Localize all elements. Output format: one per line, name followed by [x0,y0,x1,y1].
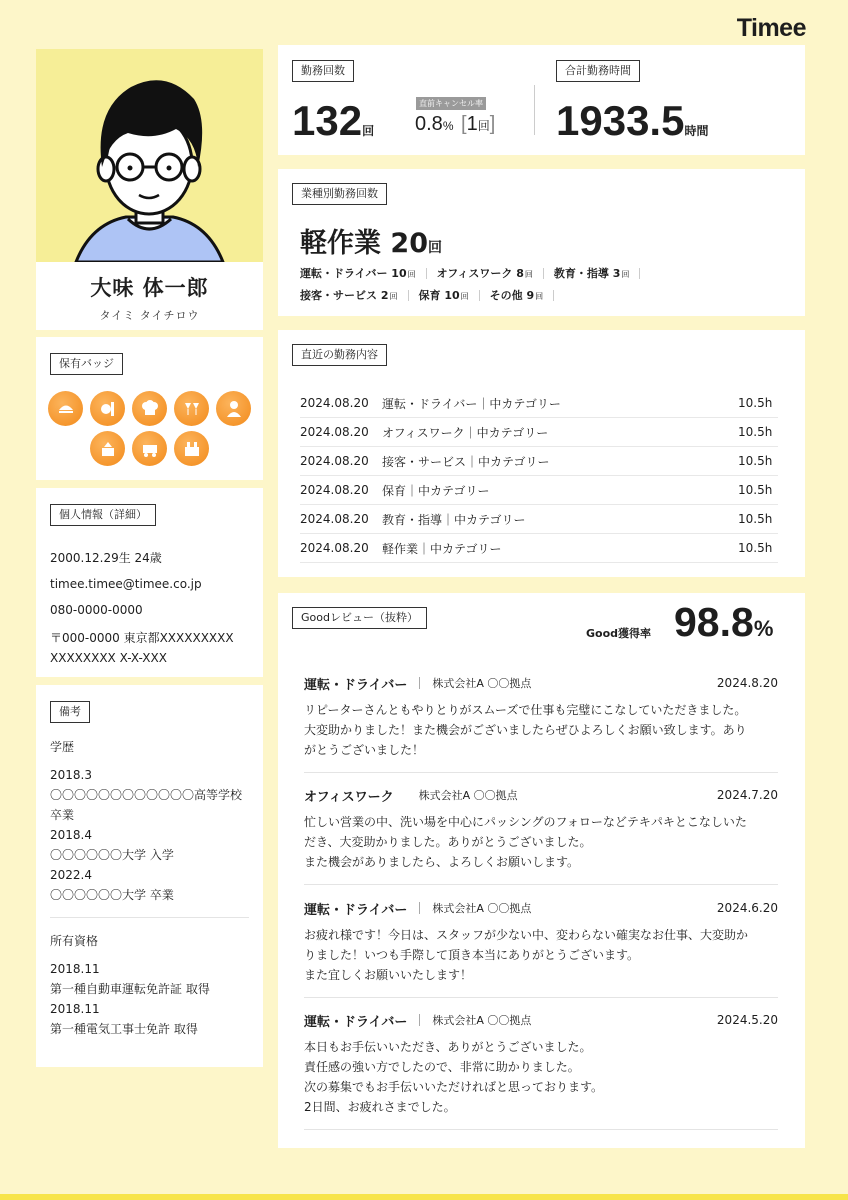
work-date: 2024.08.20 [300,512,369,526]
cancel-rate-unit: % [442,119,454,133]
work-count-title: 勤務回数 [292,60,354,82]
review-text-line: 次の募集でもお手伝いいただければと思っております。 [304,1080,604,1094]
education-line: 卒業 [50,808,75,822]
education-line: 〇〇〇〇〇〇大学 入学 [50,848,174,862]
work-count-value: 132 [292,97,363,144]
review-text-line: りました！いつも手際して頂き本当にありがとうございます。 [304,948,640,962]
good-rate-unit: % [753,616,774,641]
work-hours: 10.5h [738,396,773,410]
stats-card [278,45,805,155]
cancel-count-value: 1 [466,113,478,135]
review-item [304,898,778,998]
review-separator [406,789,407,801]
review-text-line: また機会がありましたら、よろしくお願いします。 [304,855,580,869]
brand-logo: Timee [736,14,806,42]
license-line: 第一種自動車運転免許証 取得 [50,982,210,996]
table-row [300,534,778,563]
cafe-badge-icon[interactable] [48,391,83,426]
license-line: 2018.11 [50,962,100,976]
work-category: 軽作業｜中カテゴリー [382,541,502,556]
review-company: 株式会社A 〇〇拠点 [432,677,532,690]
work-hours: 10.5h [738,483,773,497]
work-count [292,97,374,145]
work-count-unit: 回 [362,124,375,138]
personal-info-card [36,488,263,677]
review-text-line: がとうございました！ [304,743,425,757]
work-hours: 10.5h [738,512,773,526]
work-date: 2024.08.20 [300,454,369,468]
review-company: 株式会社A 〇〇拠点 [418,789,518,802]
review-text-line: また宜しくお願いいたします！ [304,968,473,982]
bottom-accent-bar [0,1194,848,1200]
total-hours [556,97,708,145]
work-category: 運転・ドライバー｜中カテゴリー [382,396,561,411]
notes-title: 備考 [50,701,90,723]
phone: 080-0000-0000 [50,603,143,617]
category-separator [479,290,480,301]
stats-divider [534,85,535,135]
recent-work-card [278,330,805,577]
review-item [304,673,778,773]
main-category-unit: 回 [427,240,442,256]
work-date: 2024.08.20 [300,541,369,555]
profile-name: 大味 体一郎 [90,276,209,300]
total-hours-unit: 時間 [684,124,709,138]
category-separator [639,268,640,279]
avatar [36,49,263,262]
education-line: 2022.4 [50,868,92,882]
cancel-count-unit: 回 [477,119,490,133]
main-category [300,221,442,260]
profile-kana: タイミ タイチロウ [99,309,200,322]
category-item: 運転・ドライバー 10 回 [300,267,416,280]
good-rate-label: Good獲得率 [586,627,652,640]
work-category: 教育・指導｜中カテゴリー [382,512,526,527]
bar-badge-icon[interactable] [174,391,209,426]
recent-work-title: 直近の勤務内容 [292,344,387,366]
category-item: 接客・サービス 2 回 [300,289,398,302]
review-separator [419,902,420,914]
factory-badge-icon[interactable] [174,431,209,466]
review-text-line: 本日もお手伝いいただき、ありがとうございました。 [304,1040,592,1054]
review-company: 株式会社A 〇〇拠点 [432,902,532,915]
work-date: 2024.08.20 [300,396,369,410]
cancel-rate-value: 0.8 [415,113,443,135]
review-text-line: だき、大変助かりました。ありがとうございました。 [304,835,592,849]
notes-card [36,685,263,1067]
category-item: その他 9 回 [489,289,544,302]
profile-card [36,49,263,330]
lamp-badge-icon[interactable] [90,431,125,466]
category-separator [543,268,544,279]
review-category: 運転・ドライバー [304,677,408,693]
table-row [300,389,778,418]
work-category: オフィスワーク｜中カテゴリー [382,425,549,440]
reviews-card [278,593,805,1148]
work-date: 2024.08.20 [300,425,369,439]
review-item [304,785,778,885]
review-category: 運転・ドライバー [304,902,408,918]
category-row [300,265,650,281]
license-title: 所有資格 [50,934,99,948]
work-date: 2024.08.20 [300,483,369,497]
good-rate-value: 98.8 [674,599,754,645]
chef-badge-icon[interactable] [132,391,167,426]
review-text-line: 大変助かりました！また機会がございましたらぜひよろしくお願い致します。あり [304,723,747,737]
education-line: 2018.3 [50,768,92,782]
table-row [300,505,778,534]
birth-date: 2000.12.29生 24歳 [50,551,162,565]
education-line: 〇〇〇〇〇〇大学 卒業 [50,888,174,902]
review-text-line: お疲れ様です！今日は、スタッフが少ない中、変わらない確実なお仕事、大変助か [304,928,749,942]
review-category: 運転・ドライバー [304,1014,408,1030]
address-line-2: XXXXXXXX X-X-XXX [50,651,167,665]
work-category: 保育｜中カテゴリー [382,483,490,498]
review-date: 2024.5.20 [716,1013,778,1027]
badges-title: 保有バッジ [50,353,123,375]
license-line: 2018.11 [50,1002,100,1016]
personal-info-title: 個人情報（詳細） [50,504,156,526]
category-separator [408,290,409,301]
review-date: 2024.6.20 [716,901,778,915]
staff-badge-icon[interactable] [216,391,251,426]
notes-divider [50,917,249,918]
education-line: 〇〇〇〇〇〇〇〇〇〇〇〇高等学校 [50,788,243,802]
main-category-label: 軽作業 [300,228,381,259]
review-text-line: 2日間、お疲れさまでした。 [304,1100,456,1114]
email: timee.timee@timee.co.jp [50,577,202,591]
review-item [304,1010,778,1130]
table-row [300,476,778,505]
category-title: 業種別勤務回数 [292,183,387,205]
cancel-rate-label: 直前キャンセル率 [416,97,486,110]
review-company: 株式会社A 〇〇拠点 [432,1014,532,1027]
work-category: 接客・サービス｜中カテゴリー [382,454,550,469]
tools-badge-icon[interactable] [90,391,125,426]
category-card [278,169,805,316]
review-category: オフィスワーク [304,789,394,805]
category-item: オフィスワーク 8 回 [436,267,533,280]
address-line-1: 〒000-0000 東京都XXXXXXXXX [50,631,234,645]
reviews-title: Goodレビュー（抜粋） [292,607,427,629]
category-item: 教育・指導 3 回 [553,267,630,280]
badges-card [36,337,263,480]
review-date: 2024.8.20 [716,676,778,690]
category-separator [553,290,554,301]
main-category-count: 20 [390,228,428,259]
work-hours: 10.5h [738,425,773,439]
review-text-line: 忙しい営業の中、洗い場を中心にパッシングのフォローなどテキパキとこなしいた [304,815,747,829]
good-rate [674,599,773,646]
review-separator [419,677,420,689]
table-row [300,447,778,476]
total-hours-value: 1933.5 [556,97,685,144]
table-row [300,418,778,447]
work-hours: 10.5h [738,454,773,468]
review-text-line: リピーターさんともやりとりがスムーズで仕事も完璧にこなしていただきました。 [304,703,747,717]
total-hours-title: 合計勤務時間 [556,60,640,82]
work-hours: 10.5h [738,541,773,555]
category-separator [426,268,427,279]
cancel-rate: 0.8% [1回] [415,113,496,135]
review-separator [419,1014,420,1026]
category-row [300,287,564,303]
review-text-line: 責任感の強い方でしたので、非常に助かりました。 [304,1060,580,1074]
license-line: 第一種電気工事士免許 取得 [50,1022,198,1036]
education-title: 学歴 [50,740,75,754]
education-line: 2018.4 [50,828,92,842]
category-item: 保育 10 回 [418,289,469,302]
cart-badge-icon[interactable] [132,431,167,466]
review-date: 2024.7.20 [716,788,778,802]
